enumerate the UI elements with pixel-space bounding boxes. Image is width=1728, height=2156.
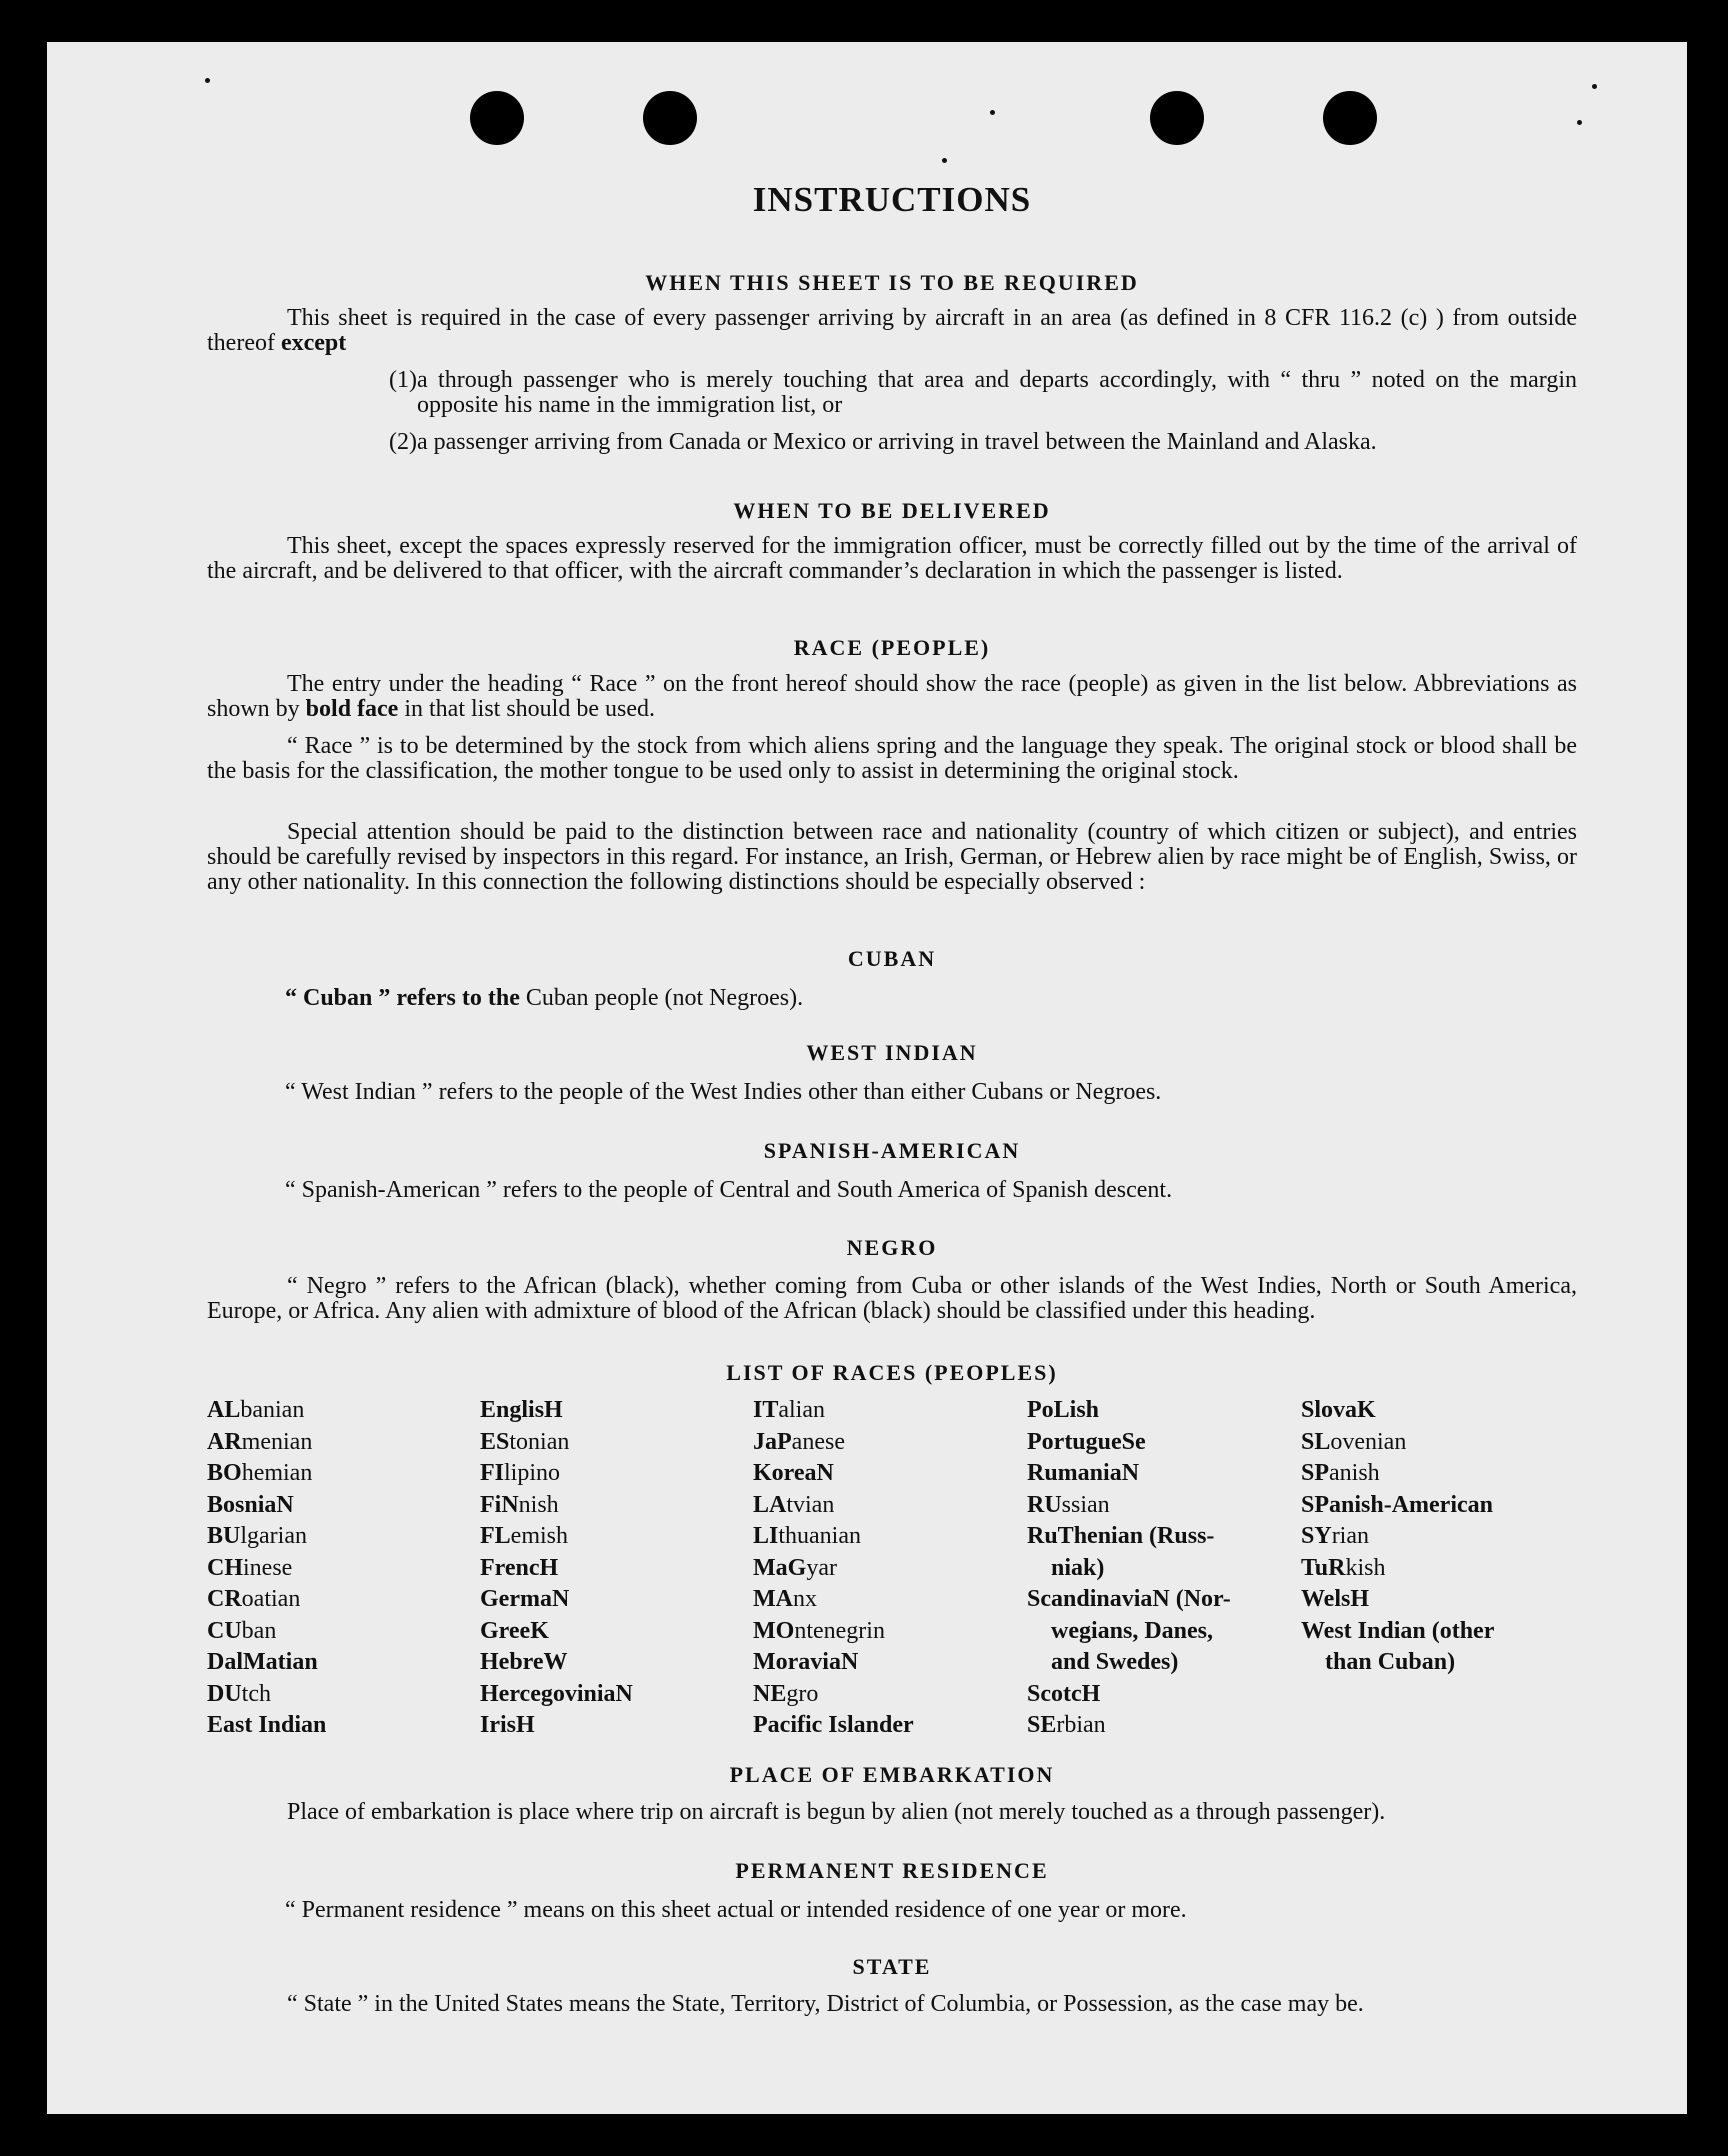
- race-abbrev: BU: [207, 1523, 241, 1549]
- race-item: [480, 1458, 730, 1490]
- race-item: [1027, 1584, 1277, 1616]
- race-abbrev: EnglisH: [480, 1397, 563, 1423]
- item-number: (1): [389, 367, 417, 393]
- race-rest: ovenian: [1330, 1428, 1407, 1455]
- race-item: [207, 1490, 457, 1522]
- races-column: [207, 1395, 457, 1742]
- paragraph: “ Negro ” refers to the African (black), whether coming from Cuba or other islands of the West Indies, North or South America, Europe, or Africa. Any alien with admixture of blood of the African (black) should be classified under this heading.: [207, 1273, 1577, 1324]
- race-rest: menian: [241, 1428, 313, 1455]
- races-list: [207, 1395, 1577, 1745]
- race-item: [753, 1458, 1003, 1490]
- scan-speck: [942, 158, 947, 163]
- race-abbrev: IrisH: [480, 1712, 535, 1738]
- race-abbrev: FrencH: [480, 1554, 559, 1581]
- race-item: [753, 1679, 1003, 1711]
- race-item: [480, 1679, 730, 1711]
- race-abbrev: GermaN: [480, 1586, 570, 1612]
- race-item: [1027, 1521, 1277, 1553]
- race-rest: rbian: [1056, 1712, 1106, 1738]
- paragraph-text: The entry under the heading “ Race ” on the front hereof should show the race (people) as given in the list below. Abbreviations as shown by: [207, 671, 1577, 722]
- race-abbrev: niak): [1051, 1554, 1105, 1581]
- race-rest: anish: [1329, 1460, 1380, 1486]
- race-item: [1301, 1616, 1577, 1648]
- race-rest: emish: [510, 1523, 568, 1549]
- race-rest: ssian: [1061, 1491, 1110, 1518]
- section-heading: WHEN THIS SHEET IS TO BE REQUIRED: [645, 270, 1139, 295]
- race-abbrev: GreeK: [480, 1617, 549, 1644]
- race-item: [207, 1521, 457, 1553]
- race-abbrev: FL: [480, 1523, 511, 1549]
- race-abbrev: HebreW: [480, 1649, 568, 1675]
- race-item: [753, 1647, 1003, 1679]
- race-abbrev: IT: [753, 1397, 779, 1423]
- race-item: [1301, 1521, 1577, 1553]
- section-heading: PLACE OF EMBARKATION: [729, 1762, 1055, 1787]
- race-abbrev: MA: [753, 1586, 793, 1612]
- race-item: [480, 1584, 730, 1616]
- race-item: [480, 1647, 730, 1679]
- race-abbrev: East Indian: [207, 1712, 327, 1738]
- race-item: [480, 1395, 730, 1427]
- race-abbrev: SE: [1027, 1712, 1057, 1738]
- paragraph: [207, 306, 1577, 356]
- race-abbrev: PortugueSe: [1027, 1428, 1146, 1455]
- race-abbrev: CU: [207, 1617, 242, 1644]
- race-abbrev: Pacific Islander: [753, 1712, 914, 1738]
- paragraph: “ West Indian ” refers to the people of the West Indies other than either Cubans or Negroes.: [285, 1079, 1162, 1105]
- race-abbrev: SlovaK: [1301, 1397, 1376, 1423]
- race-abbrev: WelsH: [1301, 1586, 1370, 1612]
- race-item: [1027, 1616, 1277, 1648]
- paragraph-text: This sheet is required in the case of every passenger arriving by aircraft in an area (as defined in 8 CFR 116.2 (c) ) from outside thereof: [207, 305, 1577, 356]
- paragraph: “ Race ” is to be determined by the stock from which aliens spring and the language they speak. The original stock or blood shall be the basis for the classification, the mother tongue to be used only to assist in determining the original stock.: [207, 733, 1577, 784]
- race-abbrev: DU: [207, 1680, 242, 1707]
- scan-speck: [205, 78, 210, 83]
- paragraph: “ Permanent residence ” means on this sheet actual or intended residence of one year or more.: [285, 1897, 1187, 1923]
- race-item: [1027, 1458, 1277, 1490]
- race-item: [207, 1427, 457, 1459]
- race-abbrev: PoLish: [1027, 1397, 1100, 1423]
- bold-text: refers to the: [396, 985, 520, 1011]
- list-item: [389, 429, 1577, 455]
- item-number: (2): [389, 429, 417, 455]
- race-item: [1027, 1490, 1277, 1522]
- race-item: [480, 1427, 730, 1459]
- paragraph: Special attention should be paid to the distinction between race and nationality (country of which citizen or subject), and entries should be carefully revised by inspectors in this regard. For instance, an Irish, German, or Hebrew alien by race might be of English, Swiss, or any other nationality. In this connection the following distinctions should be especially observed :: [207, 819, 1577, 895]
- section-heading: SPANISH-AMERICAN: [763, 1138, 1021, 1163]
- race-abbrev: MaG: [753, 1554, 807, 1581]
- race-abbrev: FI: [480, 1460, 504, 1486]
- race-item: [753, 1490, 1003, 1522]
- race-abbrev: TuR: [1301, 1554, 1346, 1581]
- bold-text: bold face: [305, 696, 399, 722]
- races-column: [753, 1395, 1003, 1742]
- race-item: [1027, 1647, 1277, 1679]
- race-rest: nx: [792, 1586, 817, 1612]
- race-abbrev: SY: [1301, 1523, 1332, 1549]
- race-item: [207, 1710, 457, 1742]
- race-abbrev: MO: [753, 1617, 795, 1644]
- race-abbrev: AL: [207, 1397, 241, 1423]
- race-abbrev: LI: [753, 1523, 779, 1549]
- race-abbrev: RU: [1027, 1491, 1062, 1518]
- scan-speck: [1577, 120, 1582, 125]
- race-item: [753, 1584, 1003, 1616]
- page-title: INSTRUCTIONS: [752, 180, 1032, 219]
- race-item: [753, 1710, 1003, 1742]
- race-item: [1301, 1490, 1577, 1522]
- race-item: [207, 1395, 457, 1427]
- race-abbrev: ES: [480, 1428, 510, 1455]
- section-heading: NEGRO: [846, 1235, 938, 1260]
- section-heading: RACE (PEOPLE): [793, 635, 991, 660]
- race-abbrev: HercegoviniaN: [480, 1680, 633, 1707]
- race-item: [1027, 1679, 1277, 1711]
- punch-hole: [1323, 91, 1377, 145]
- document-page: [47, 42, 1687, 2114]
- race-item: [480, 1710, 730, 1742]
- races-column: [1301, 1395, 1577, 1679]
- paragraph: Place of embarkation is place where trip on aircraft is begun by alien (not merely touched as a through passenger).: [287, 1799, 1386, 1825]
- races-column: [1027, 1395, 1277, 1742]
- paragraph-text: in that list should be used.: [404, 696, 655, 722]
- race-rest: tonian: [509, 1428, 570, 1455]
- race-abbrev: MoraviaN: [753, 1649, 859, 1675]
- race-abbrev: RuThenian (Russ-: [1027, 1523, 1215, 1549]
- item-text: a through passenger who is merely touching that area and departs accordingly, with “ thru ” noted on the margin opposite his name in the immigration list, or: [417, 367, 1577, 418]
- bold-text: except: [280, 330, 347, 356]
- race-item: [753, 1395, 1003, 1427]
- punch-hole: [1150, 91, 1204, 145]
- paragraph: [207, 986, 1577, 1011]
- race-abbrev: CH: [207, 1554, 243, 1581]
- paragraph: “ State ” in the United States means the State, Territory, District of Columbia, or Possession, as the case may be.: [287, 1991, 1364, 2017]
- race-item: [753, 1553, 1003, 1585]
- race-item: [480, 1490, 730, 1522]
- race-rest: rian: [1331, 1523, 1369, 1549]
- race-abbrev: West Indian (other: [1301, 1617, 1495, 1644]
- punch-hole: [470, 91, 524, 145]
- race-rest: tvian: [786, 1491, 835, 1518]
- race-rest: inese: [243, 1554, 293, 1581]
- race-abbrev: and Swedes): [1051, 1649, 1179, 1675]
- race-item: [1027, 1553, 1277, 1585]
- race-rest: anese: [791, 1428, 845, 1455]
- race-rest: banian: [240, 1397, 305, 1423]
- races-column: [480, 1395, 730, 1742]
- punch-hole: [643, 91, 697, 145]
- race-abbrev: JaP: [753, 1428, 792, 1455]
- race-item: [1027, 1710, 1277, 1742]
- scan-speck: [990, 110, 995, 115]
- race-rest: gro: [786, 1680, 819, 1707]
- race-item: [480, 1521, 730, 1553]
- race-item: [1301, 1553, 1577, 1585]
- race-item: [1301, 1458, 1577, 1490]
- race-abbrev: wegians, Danes,: [1051, 1617, 1214, 1644]
- item-text: a passenger arriving from Canada or Mexico or arriving in travel between the Mainland and Alaska.: [417, 429, 1377, 455]
- race-rest: alian: [778, 1397, 825, 1423]
- race-abbrev: DalMatian: [207, 1649, 318, 1675]
- race-abbrev: CR: [207, 1586, 242, 1612]
- list-item: [389, 367, 1577, 418]
- race-abbrev: AR: [207, 1428, 242, 1455]
- section-heading: WHEN TO BE DELIVERED: [733, 498, 1051, 523]
- race-abbrev: ScotcH: [1027, 1680, 1101, 1707]
- race-rest: nish: [518, 1491, 559, 1518]
- section-heading: STATE: [852, 1954, 932, 1979]
- race-abbrev: FiN: [480, 1491, 519, 1518]
- race-abbrev: NE: [753, 1680, 787, 1707]
- race-rest: lipino: [504, 1460, 561, 1486]
- race-item: [480, 1616, 730, 1648]
- race-item: [1301, 1584, 1577, 1616]
- paragraph: This sheet, except the spaces expressly reserved for the immigration officer, must be correctly filled out by the time of the arrival of the aircraft, and be delivered to that officer, with the aircraft commander’s declaration in which the passenger is listed.: [207, 533, 1577, 584]
- race-abbrev: SL: [1301, 1428, 1331, 1455]
- paragraph: “ Spanish-American ” refers to the people of Central and South America of Spanish descent.: [285, 1177, 1173, 1203]
- race-item: [207, 1647, 457, 1679]
- race-item: [1301, 1427, 1577, 1459]
- section-heading: CUBAN: [847, 946, 937, 971]
- race-item: [1027, 1395, 1277, 1427]
- race-item: [207, 1553, 457, 1585]
- section-heading: PERMANENT RESIDENCE: [735, 1858, 1049, 1883]
- race-rest: lgarian: [240, 1523, 307, 1549]
- race-abbrev: LA: [753, 1491, 787, 1518]
- race-abbrev: than Cuban): [1325, 1649, 1456, 1675]
- race-item: [207, 1616, 457, 1648]
- race-rest: yar: [806, 1554, 837, 1581]
- section-heading: LIST OF RACES (PEOPLES): [726, 1360, 1058, 1385]
- race-item: [1301, 1395, 1577, 1427]
- race-item: [207, 1679, 457, 1711]
- race-item: [753, 1521, 1003, 1553]
- race-abbrev: SPanish-American: [1301, 1491, 1493, 1518]
- race-item: [1301, 1647, 1577, 1679]
- race-item: [753, 1616, 1003, 1648]
- race-rest: ban: [241, 1617, 277, 1644]
- scan-speck: [1592, 84, 1597, 89]
- race-rest: kish: [1345, 1554, 1386, 1581]
- race-rest: oatian: [241, 1586, 301, 1612]
- paragraph-text: Cuban people (not Negroes).: [525, 985, 804, 1011]
- race-rest: hemian: [241, 1460, 313, 1486]
- race-abbrev: SP: [1301, 1460, 1330, 1486]
- race-item: [480, 1553, 730, 1585]
- race-abbrev: ScandinaviaN (Nor-: [1027, 1586, 1231, 1612]
- race-rest: tch: [241, 1680, 271, 1707]
- bold-text: “ Cuban ”: [285, 985, 391, 1011]
- race-abbrev: KoreaN: [753, 1460, 834, 1486]
- race-item: [207, 1458, 457, 1490]
- race-abbrev: RumaniaN: [1027, 1460, 1140, 1486]
- race-rest: ntenegrin: [794, 1617, 885, 1644]
- race-abbrev: BO: [207, 1460, 242, 1486]
- race-item: [1027, 1427, 1277, 1459]
- paragraph: [207, 672, 1577, 722]
- section-heading: WEST INDIAN: [806, 1040, 978, 1065]
- race-item: [207, 1584, 457, 1616]
- race-rest: thuanian: [778, 1523, 861, 1549]
- race-item: [753, 1427, 1003, 1459]
- race-abbrev: BosniaN: [207, 1491, 294, 1518]
